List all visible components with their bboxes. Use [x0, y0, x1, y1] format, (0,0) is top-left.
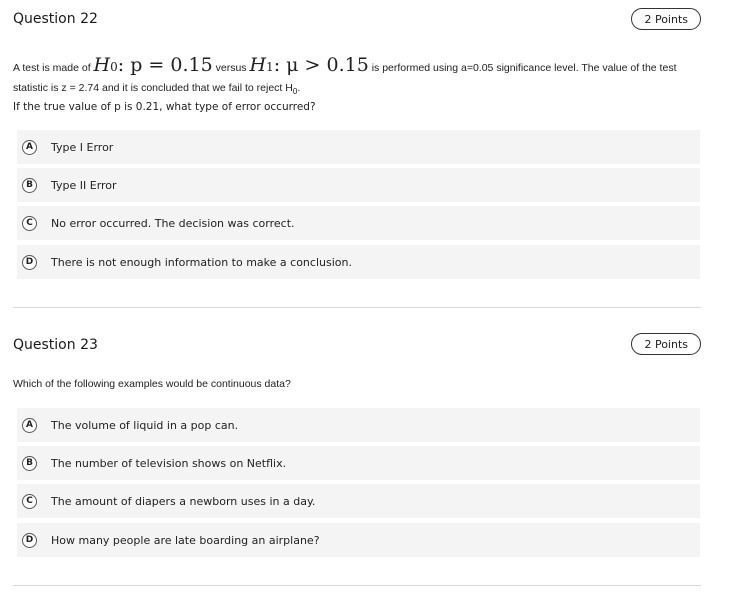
- stem-versus: versus: [215, 62, 247, 74]
- option-letter: A: [22, 418, 37, 433]
- question-stem: Which of the following examples would be continuous data?: [13, 378, 291, 390]
- option-text: Type II Error: [51, 178, 117, 192]
- option-letter: D: [22, 533, 37, 548]
- option-c[interactable]: [17, 484, 700, 518]
- stem-lead: A test is made of: [13, 62, 91, 74]
- option-text: The number of television shows on Netflix.: [51, 456, 287, 470]
- question-divider: [13, 585, 701, 586]
- option-letter: D: [22, 255, 37, 270]
- option-letter: C: [22, 494, 37, 509]
- question-stem: [13, 53, 701, 80]
- option-text: There is not enough information to make a conclusion.: [51, 255, 352, 269]
- option-text: The amount of diapers a newborn uses in a day.: [51, 494, 316, 508]
- question-title: Question 23: [13, 337, 98, 353]
- points-badge: 2 Points: [631, 333, 701, 355]
- points-badge: 2 Points: [631, 8, 701, 30]
- stem-after: is performed using a=0.05 significance level. The value of the test: [371, 62, 677, 74]
- null-hypothesis: H0: p = 0.15: [93, 54, 213, 76]
- question-title: Question 22: [13, 11, 98, 27]
- option-letter: B: [22, 178, 37, 193]
- question-22: [13, 0, 701, 300]
- option-b[interactable]: [17, 168, 700, 202]
- option-text: The volume of liquid in a pop can.: [51, 418, 239, 432]
- option-a[interactable]: [17, 408, 700, 442]
- option-b[interactable]: [17, 446, 700, 480]
- option-text: No error occurred. The decision was correct.: [51, 216, 295, 230]
- option-letter: B: [22, 456, 37, 471]
- question-divider: [13, 307, 701, 308]
- option-letter: A: [22, 140, 37, 155]
- option-text: How many people are late boarding an airplane?: [51, 533, 320, 547]
- stem-line-3: If the true value of p is 0.21, what type of error occurred?: [13, 101, 316, 113]
- alternative-hypothesis: H1: μ > 0.15: [249, 54, 369, 76]
- option-text: Type I Error: [51, 140, 114, 154]
- question-23: [13, 325, 701, 565]
- option-a[interactable]: [17, 130, 700, 164]
- stem-line-2: statistic is z = 2.74 and it is concluded that we fail to reject $H_0$.: [13, 82, 301, 97]
- option-d[interactable]: [17, 523, 700, 557]
- option-letter: C: [22, 216, 37, 231]
- option-c[interactable]: [17, 206, 700, 240]
- option-d[interactable]: [17, 245, 700, 279]
